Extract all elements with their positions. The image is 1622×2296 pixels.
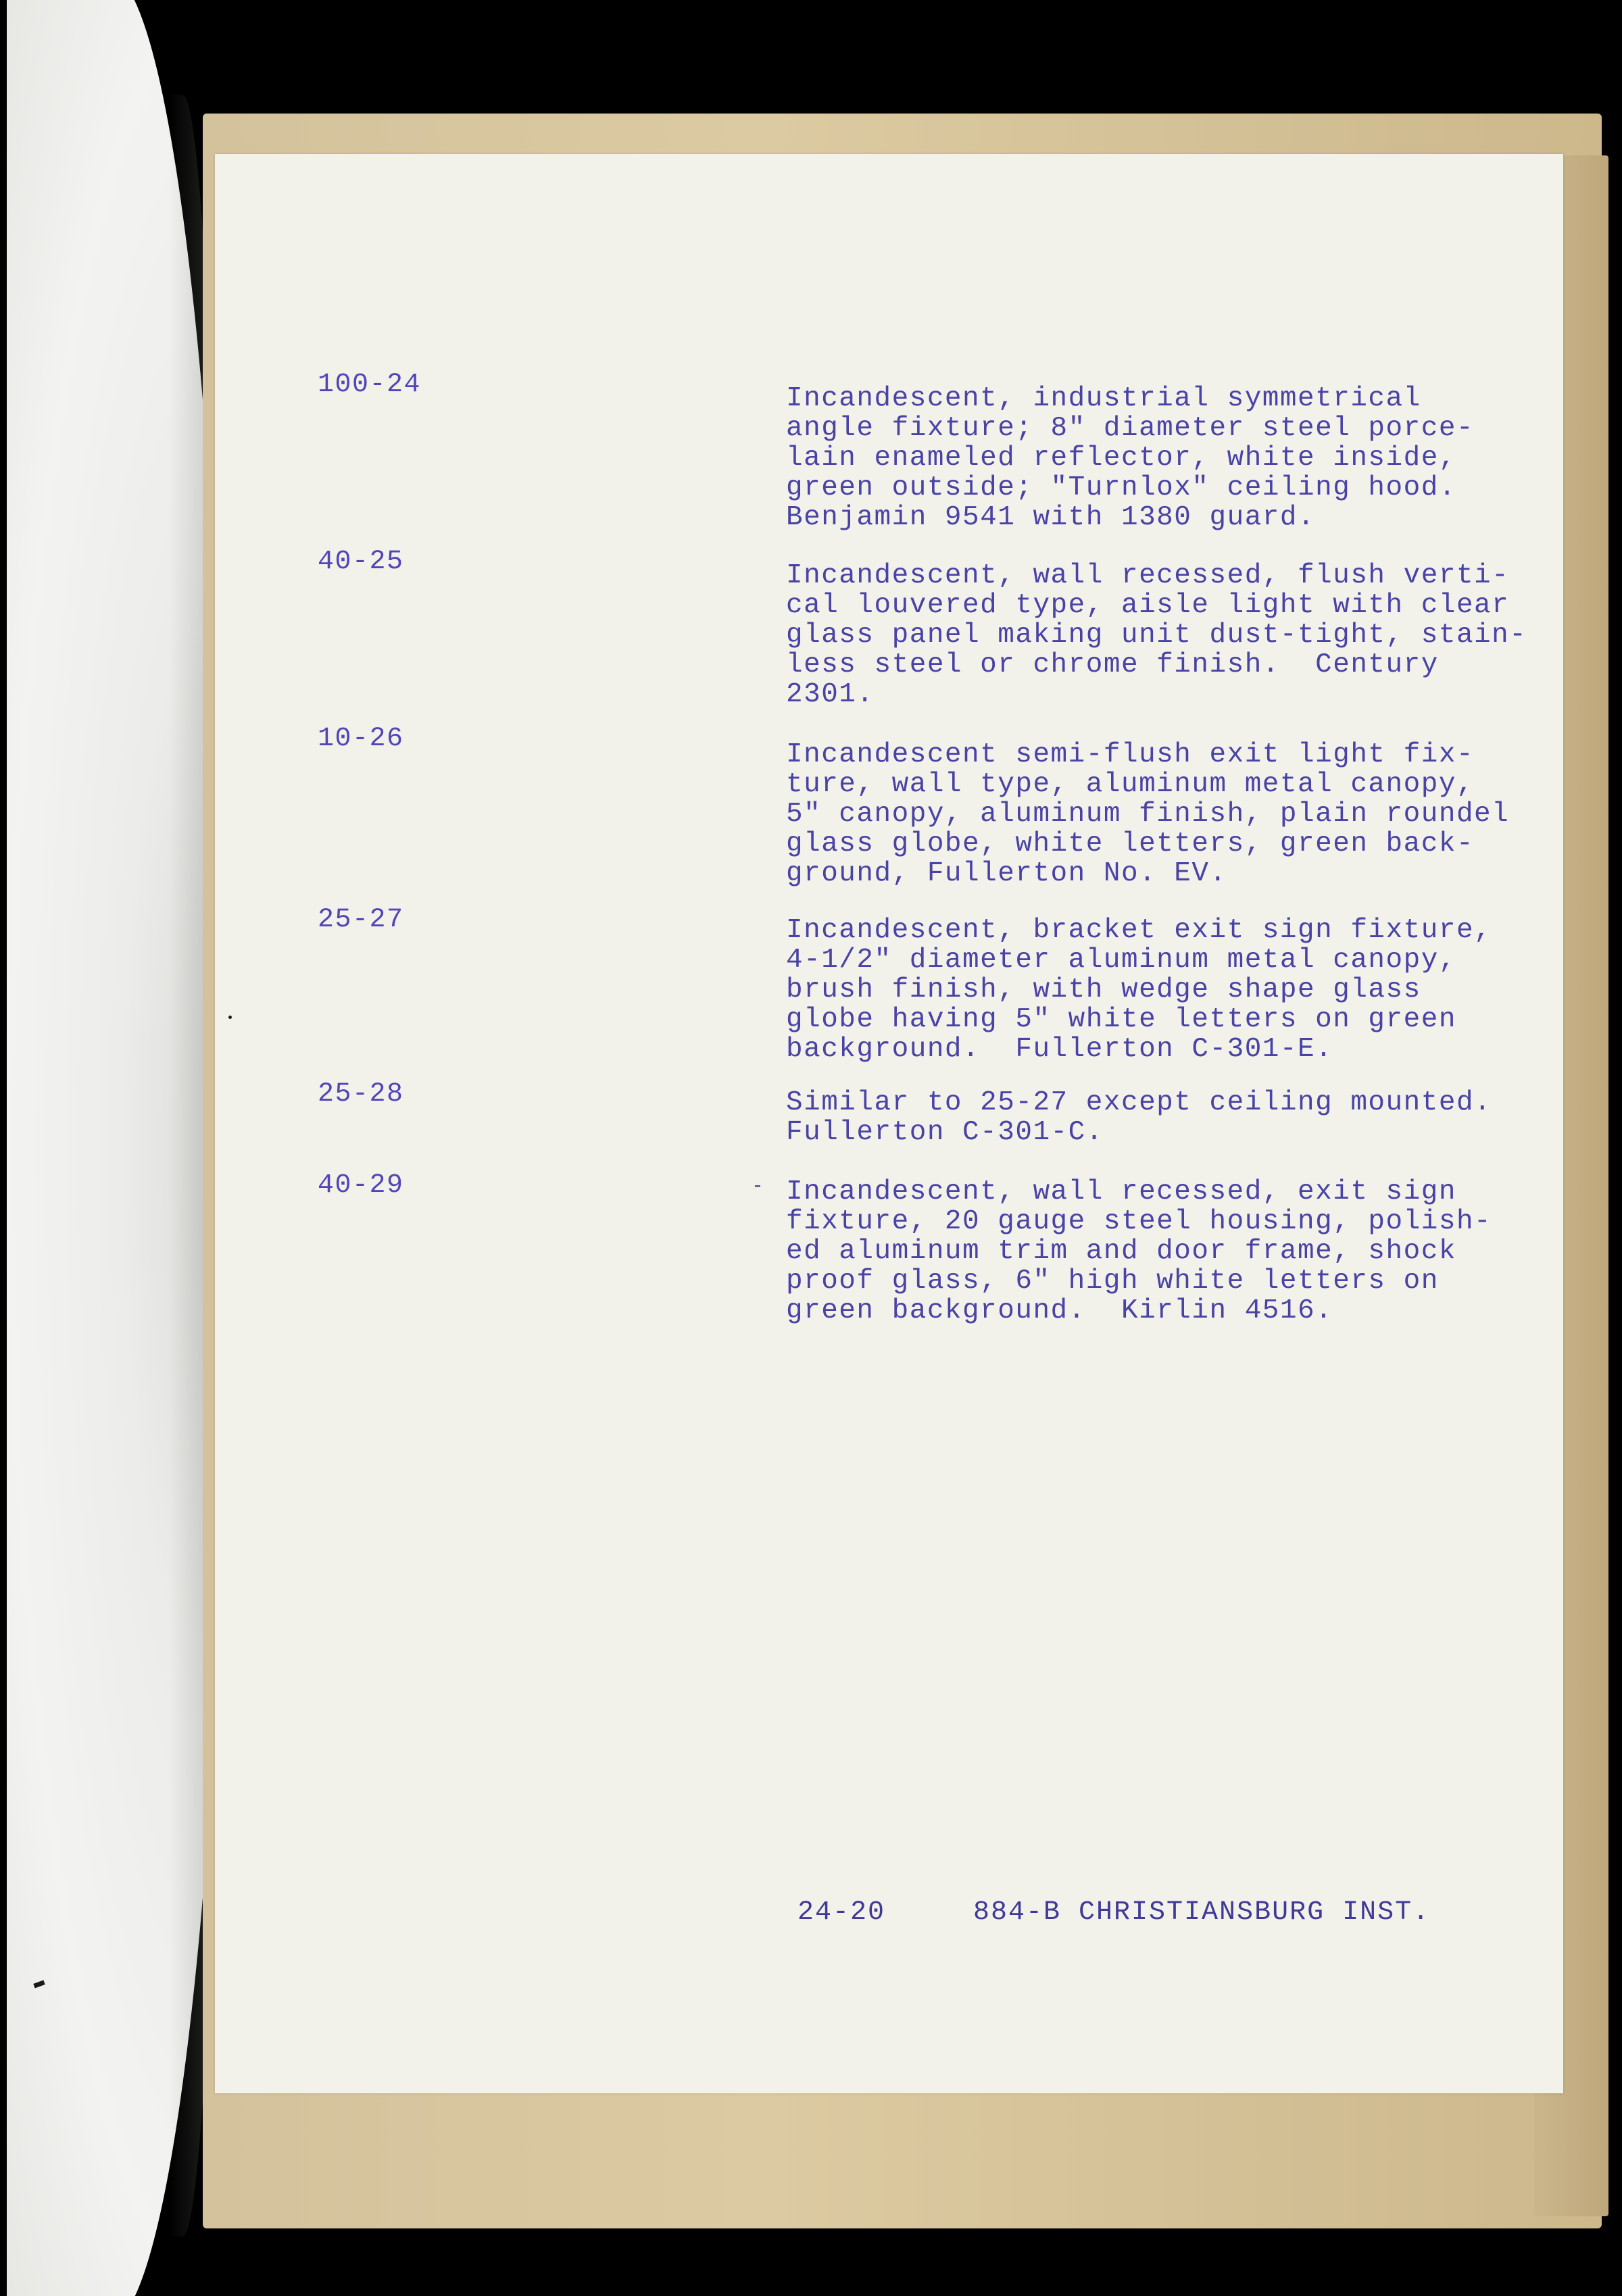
stray-mark <box>755 1185 760 1187</box>
description-line: Incandescent semi-flush exit light fix- <box>786 739 1475 770</box>
description-line: globe having 5" white letters on green <box>786 1004 1456 1035</box>
page-number: 24-20 <box>797 1897 886 1928</box>
description-line: Incandescent, wall recessed, exit sign <box>786 1176 1456 1207</box>
fixture-code: 40-25 <box>318 547 404 577</box>
fixture-description <box>786 916 1492 1064</box>
description-line: green outside; "Turnlox" ceiling hood. <box>786 472 1456 503</box>
description-line: glass panel making unit dust-tight, stain- <box>786 620 1527 651</box>
fixture-code: 100-24 <box>318 370 422 400</box>
description-line: Similar to 25-27 except ceiling mounted. <box>786 1087 1492 1118</box>
fixture-description <box>786 740 1509 889</box>
description-line: angle fixture; 8" diameter steel porce- <box>786 413 1475 444</box>
fixture-description <box>786 384 1474 532</box>
description-line: 5" canopy, aluminum finish, plain roundel <box>786 799 1510 830</box>
description-line: cal louvered type, aisle light with clear <box>786 590 1510 621</box>
description-line: Incandescent, wall recessed, flush verti- <box>786 560 1510 591</box>
fixture-description <box>786 1177 1492 1326</box>
description-line: less steel or chrome finish. Century <box>786 649 1439 680</box>
fixture-code: 10-26 <box>318 724 404 754</box>
description-line: glass globe, white letters, green back- <box>786 828 1475 859</box>
description-line: proof glass, 6" high white letters on <box>786 1266 1439 1297</box>
description-line: Incandescent, bracket exit sign fixture, <box>786 915 1492 946</box>
description-line: ture, wall type, aluminum metal canopy, <box>786 769 1475 800</box>
description-line: brush finish, with wedge shape glass <box>786 974 1421 1005</box>
description-line: Fullerton C-301-C. <box>786 1117 1104 1148</box>
fixture-code: 25-27 <box>318 905 404 935</box>
description-line: green background. Kirlin 4516. <box>786 1295 1333 1326</box>
description-line: lain enameled reflector, white inside, <box>786 443 1456 474</box>
fixture-description <box>786 1088 1492 1147</box>
description-line: ed aluminum trim and door frame, shock <box>786 1236 1456 1267</box>
description-line: ground, Fullerton No. EV. <box>786 858 1227 889</box>
fixture-description <box>786 561 1527 709</box>
fixture-code: 40-29 <box>318 1170 404 1201</box>
description-line: Incandescent, industrial symmetrical <box>786 383 1421 414</box>
description-line: background. Fullerton C-301-E. <box>786 1034 1333 1065</box>
document-title-footer: 884-B CHRISTIANSBURG INST. <box>973 1897 1431 1928</box>
description-line: 2301. <box>786 679 875 710</box>
fixture-code: 25-28 <box>318 1079 404 1109</box>
description-line: 4-1/2" diameter aluminum metal canopy, <box>786 945 1456 976</box>
description-line: fixture, 20 gauge steel housing, polish- <box>786 1206 1492 1237</box>
stray-mark <box>228 1016 232 1019</box>
description-line: Benjamin 9541 with 1380 guard. <box>786 502 1316 533</box>
